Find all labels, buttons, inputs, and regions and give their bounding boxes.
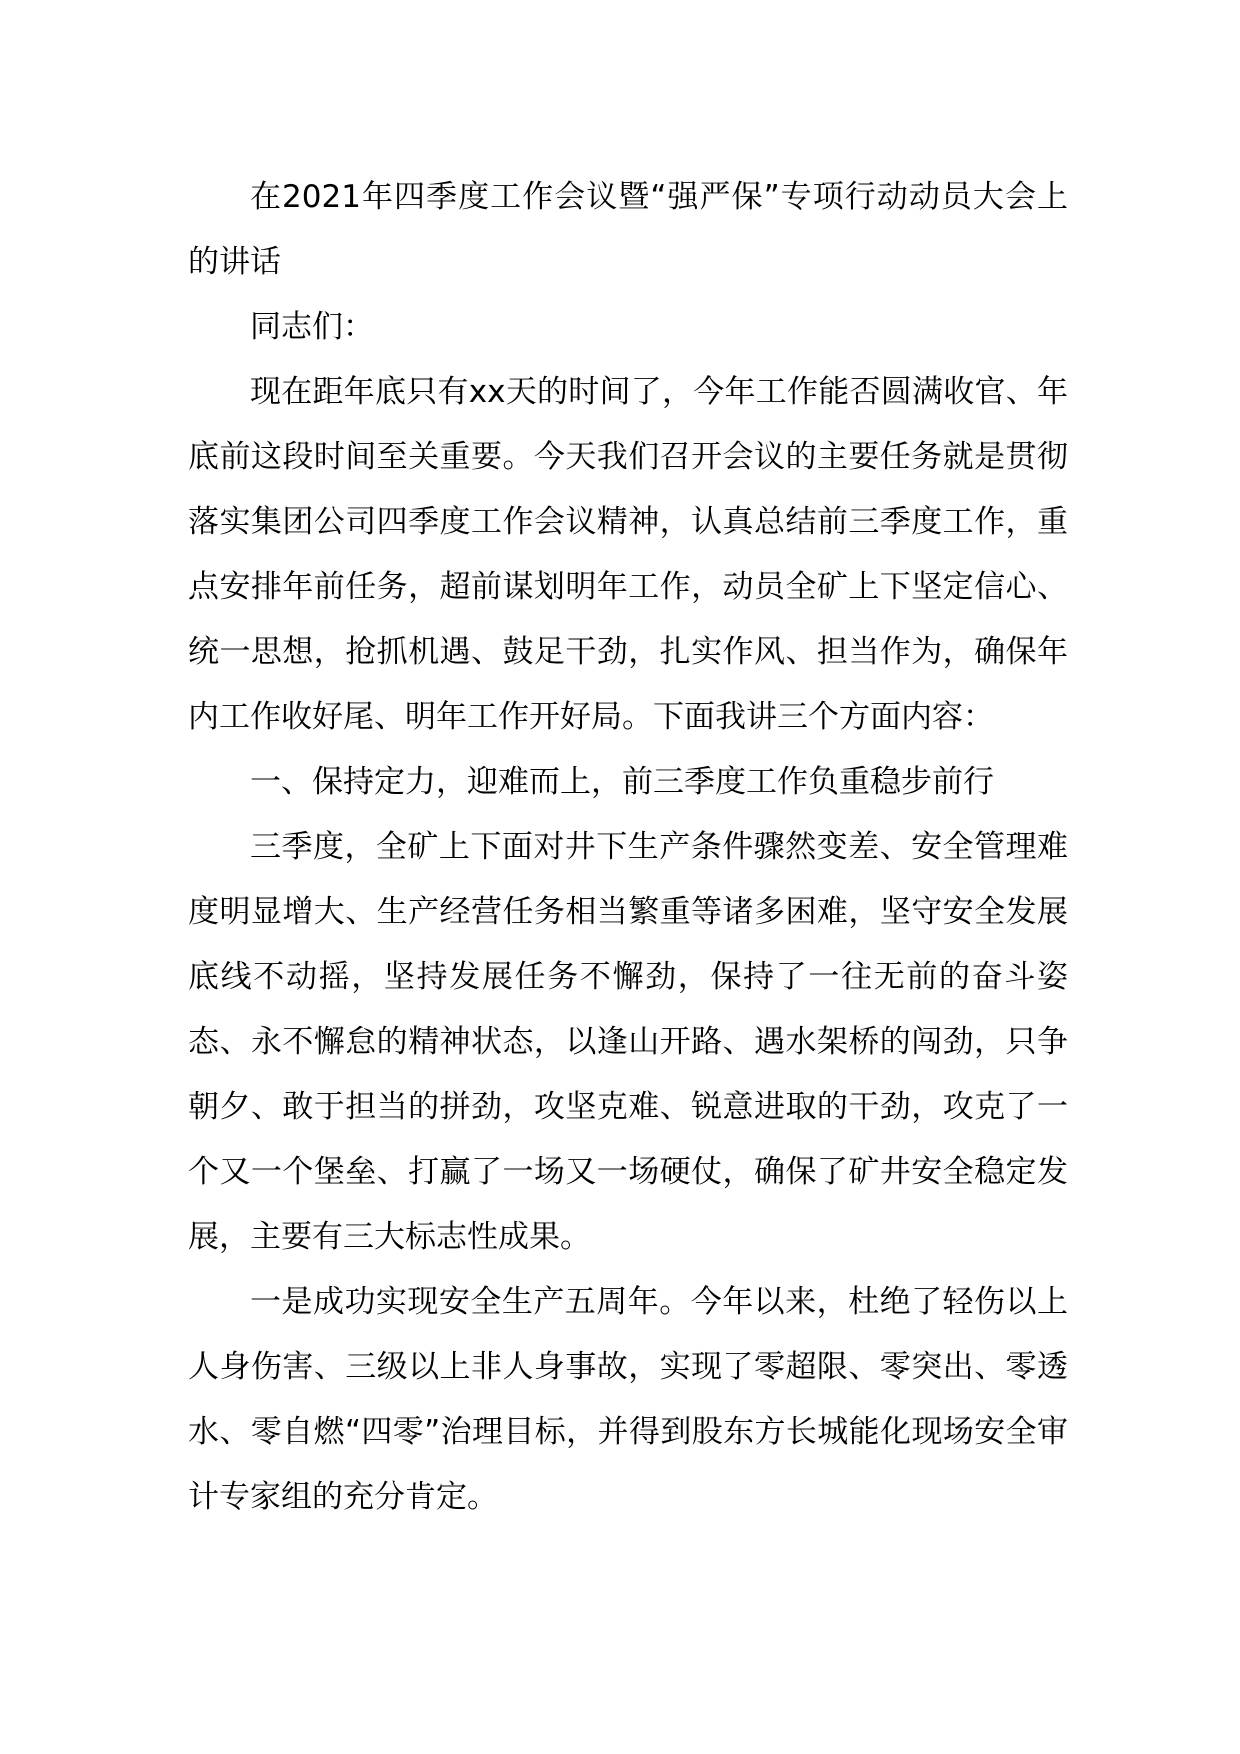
paragraph-intro: 现在距年底只有xx天的时间了，今年工作能否圆满收官、年底前这段时间至关重要。今天我们召开会议的主要任务就是贯彻落实集团公司四季度工作会议精神，认真总结前三季度工作，重点安排年前任务，超前谋划明年工作，动员全矿上下坚定信心、统一思想，抢抓机遇、鼓足干劲，扎实作风、担当作为，确保年内工作收好尾、明年工作开好局。下面我讲三个方面内容： (188, 374, 1068, 735)
paragraph-achievement-1: 一是成功实现安全生产五周年。今年以来，杜绝了轻伤以上人身伤害、三级以上非人身事故，实现了零超限、零突出、零透水、零自燃“四零”治理目标，并得到股东方长城能化现场安全审计专家组的充分肯定。 (188, 1284, 1068, 1515)
document-page (188, 165, 1068, 1530)
salutation: 同志们： (250, 309, 374, 345)
document-title: 在2021年四季度工作会议暨“强严保”专项行动动员大会上的讲话 (188, 179, 1068, 280)
section-heading-1: 一、保持定力，迎难而上，前三季度工作负重稳步前行 (250, 764, 994, 800)
paragraph-third-quarter: 三季度，全矿上下面对井下生产条件骤然变差、安全管理难度明显增大、生产经营任务相当繁重等诸多困难，坚守安全发展底线不动摇，坚持发展任务不懈劲，保持了一往无前的奋斗姿态、永不懈怠的精神状态，以逢山开路、遇水架桥的闯劲，只争朝夕、敢于担当的拼劲，攻坚克难、锐意进取的干劲，攻克了一个又一个堡垒、打赢了一场又一场硬仗，确保了矿井安全稳定发展，主要有三大标志性成果。 (188, 829, 1068, 1255)
